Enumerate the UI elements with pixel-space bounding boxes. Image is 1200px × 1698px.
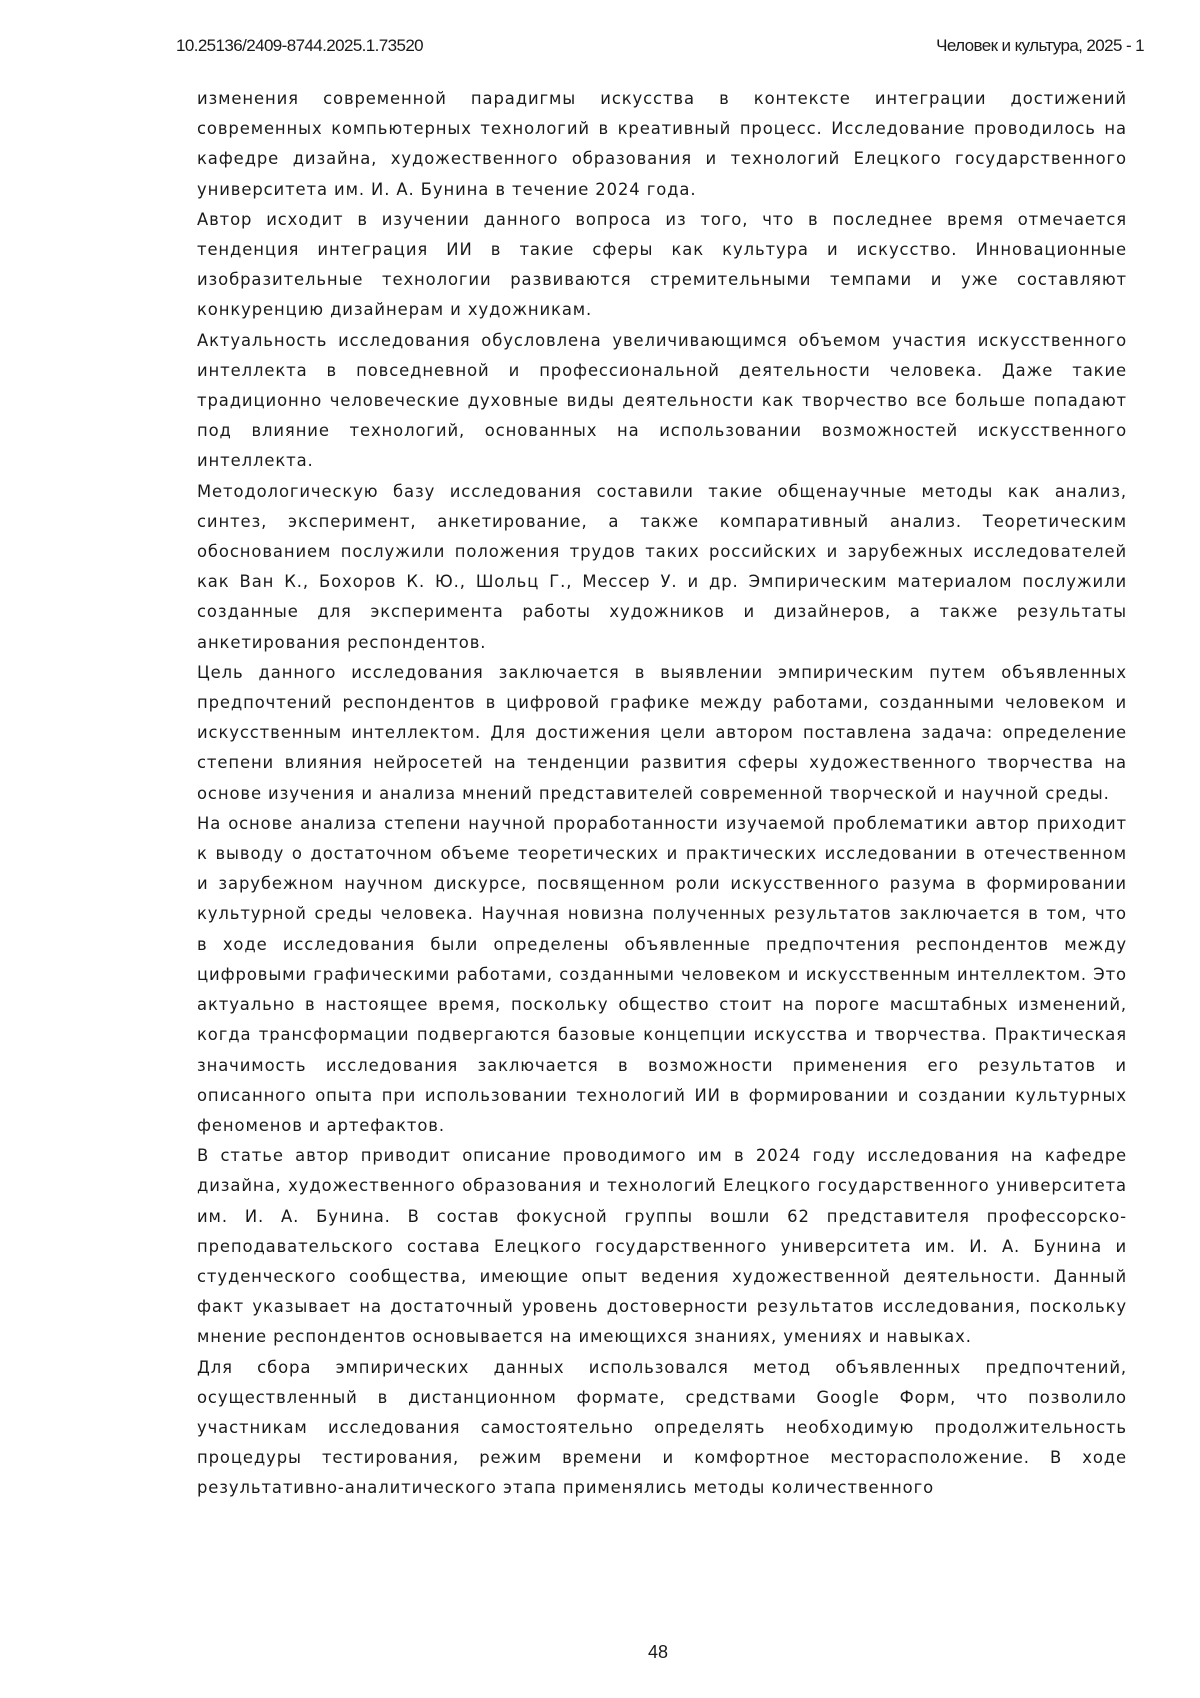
paragraph: Актуальность исследования обусловлена увеличивающимся объемом участия искусственного интеллекта в повседневной и профессиональной деятельности человека. Даже такие традиционно человеческие духовные виды деятельности как творчество все больше попадают под влияние технологий, основанных на использовании возможностей искусственного интеллекта. bbox=[197, 330, 1127, 471]
paragraph: Методологическую базу исследования составили такие общенаучные методы как анализ, синтез, эксперимент, анкетирование, а также компаративный анализ. Теоретическим обоснованием послужили положения трудов таких российских и зарубежных исследователей как Ван К., Бохоров К. Ю., Шольц Г., Мессер У. и др. Эмпирическим материалом послужили созданные для эксперимента работы художников и дизайнеров, а также результаты анкетирования респондентов. bbox=[197, 481, 1127, 652]
paragraph: Для сбора эмпирических данных использовался метод объявленных предпочтений, осуществленный в дистанционном формате, средствами Google Форм, что позволило участникам исследования самостоятельно определять необходимую продолжительность процедуры тестирования, режим времени и комфортное месторасположение. В ходе результативно-аналитического этапа применялись методы количественного bbox=[197, 1357, 1127, 1498]
paragraph: изменения современной парадигмы искусства в контексте интеграции достижений современных компьютерных технологий в креативный процесс. Исследование проводилось на кафедре дизайна, художественного образования и технологий Елецкого государственного университета им. И. А. Бунина в течение 2024 года. bbox=[197, 89, 1127, 199]
paragraph: В статье автор приводит описание проводимого им в 2024 году исследования на кафедре дизайна, художественного образования и технологий Елецкого государственного университета им. И. А. Бунина. В состав фокусной группы вошли 62 представителя профессорско-преподавательского состава Елецкого государственного университета им. И. А. Бунина и студенческого сообщества, имеющие опыт ведения художественной деятельности. Данный факт указывает на достаточный уровень достоверности результатов исследования, поскольку мнение респондентов основывается на имеющихся знаниях, умениях и навыках. bbox=[197, 1146, 1127, 1347]
doi-label: 10.25136/2409-8744.2025.1.73520 bbox=[176, 36, 424, 55]
paragraph: Автор исходит в изучении данного вопроса из того, что в последнее время отмечается тенденция интеграция ИИ в такие сферы как культура и искусство. Инновационные изобразительные технологии развиваются стремительными темпами и уже составляют конкуренцию дизайнерам и художникам. bbox=[197, 209, 1127, 320]
running-header bbox=[176, 36, 1144, 60]
page-number: 48 bbox=[647, 1642, 669, 1662]
paragraph: На основе анализа степени научной проработанности изучаемой проблематики автор приходит к выводу о достаточном объеме теоретических и практических исследовании в отечественном и зарубежном научном дискурсе, посвященном роли искусственного разума в формировании культурной среды человека. Научная новизна полученных результатов заключается в том, что в ходе исследования были определены объявленные предпочтения респондентов между цифровыми графическими работами, созданными человеком и искусственным интеллектом. Это актуально в настоящее время, поскольку общество стоит на пороге масштабных изменений, когда трансформации подвергаются базовые концепции искусства и творчества. Практическая значимость исследования заключается в возможности применения его результатов и описанного опыта при использовании технологий ИИ в формировании и создании культурных феноменов и артефактов. bbox=[197, 813, 1127, 1135]
article-body bbox=[197, 84, 1127, 1504]
paragraph: Цель данного исследования заключается в выявлении эмпирическим путем объявленных предпочтений респондентов в цифровой графике между работами, созданными человеком и искусственным интеллектом. Для достижения цели автором поставлена задача: определение степени влияния нейросетей на тенденции развития сферы художественного творчества на основе изучения и анализа мнений представителей современной творческой и научной среды. bbox=[197, 662, 1127, 803]
journal-issue-label: Человек и культура, 2025 - 1 bbox=[936, 36, 1144, 55]
